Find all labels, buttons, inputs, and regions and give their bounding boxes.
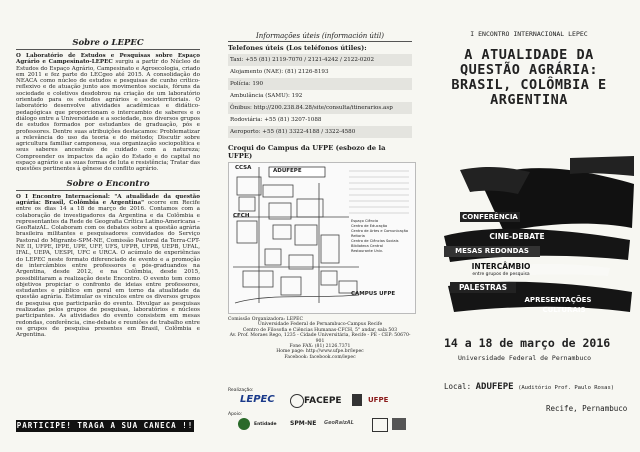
map-label-adufepe: ADUFEPE [273, 168, 302, 174]
entidade-logo: Entidade [254, 422, 277, 427]
map-legend-item: Reitoria [351, 234, 365, 238]
info-row-airport: Aeroporto: +55 (81) 3322-4188 / 3322-4580 [228, 126, 412, 138]
entidade-emblem [238, 418, 250, 430]
left-column [0, 0, 210, 452]
commission-line: Universidade Federal de Pernambuco-Campus Recife [257, 322, 383, 328]
commission-line: Fone FAX: (81) 2126.7371 [289, 344, 351, 350]
phones-subheading: Telefones úteis (Los teléfonos útiles): [228, 44, 367, 52]
spm-logo: SPM-NE [290, 420, 317, 427]
map-legend-item: Espaço Ciência [351, 219, 379, 223]
main-title-line: BRASIL, COLÔMBIA E [451, 77, 607, 93]
partner-logo-box [392, 418, 406, 430]
event-city: Recife, Pernambuco [546, 404, 628, 413]
commission-line: Facebook: facebook.com/lepec [284, 354, 356, 360]
activity-mesas: MESAS REDONDAS [444, 246, 540, 257]
map-legend-item: Biblioteca Central [351, 244, 383, 248]
map-title: Croqui do Campus da UFPE (esbozo de la UFPE) [228, 144, 386, 160]
ufpe-crest [352, 394, 362, 406]
location-label: Local: [444, 382, 472, 391]
commission-address [228, 322, 412, 360]
facepe-logo: FACEPE [304, 396, 342, 406]
activity-palestras: PALESTRAS [450, 282, 516, 293]
info-row-bus-station: Rodoviária: +55 (81) 3207-1088 [230, 117, 322, 123]
organizing-commission [228, 317, 412, 360]
main-title-line: ARGENTINA [490, 92, 568, 108]
event-paragraph [16, 194, 200, 339]
about-heading: Sobre o LEPEC [16, 38, 200, 50]
about-paragraph [16, 53, 200, 173]
about-lead: O Laboratório de Estudos e Pesquisas sobre Espaço Agrário e Campesinato-LEPEC [16, 53, 200, 66]
middle-column [218, 0, 416, 452]
info-row-lodging: Alojamento (NAE): (81) 2126-8193 [230, 69, 329, 75]
commission-label: Comissão Organizadora: LEPEC [228, 317, 304, 322]
activity-intercambio: INTERCÂMBIO [471, 262, 531, 271]
apoio-label: Apoio: [228, 412, 243, 417]
main-title-line: QUESTÃO AGRÁRIA: [459, 62, 599, 78]
partner-logo-box [372, 418, 388, 432]
about-text: surgiu a partir do Núcleo de Estudos do Espaço Agrário, Campesinato e Agroecologia, criado em 2011 e fez parte do LECgeo até 2015. A consolidação do NEACA como núcleo de estudos e pesquisas de cunho crítico-reflexivo e de atuação junto aos movimentos sociais, fóruns da sociedade e coletivos desdobrou na criação de um laboratório orientado para os estudos agrários e socioterritoriais. O laboratório desenvolve atividades acadêmicas e didático-pedagógicas que proporcionam o intercambio de saberes e o diálogo entre a Universidade e a sociedade, nos diversos grupos de estudos formados por estudantes de graduação, pós e professores. Dentre suas atribuições destacamos: Problematizar a relevância do uso da teoria e do método; Discutir sobre agricultura familiar camponesa, sua organização sociopolítica e seus saberes ancestrais de cuidado com a natureza; Compreender os impactos da ação do Estado e do capital no espaço agrário e as suas formas de luta e resistência; Tratar das questões pertinentes à gênese do conflito agrário. [16, 59, 200, 173]
realizacao-label: Realização: [228, 388, 254, 393]
event-text: ocorre em Recife entre os dias 14 a 18 de março de 2016. Contamos com a colaboração de investigadores da Argentina e da Colômbia e representantes da Rede de Geografia Crítica Latino-Americana – GeoRaizAL. Colaboram com os debates sobre a questão agrária brasileira militantes e pesquisadores convidados do Serviço Pastoral do Migrante-SPM-NE, Comissão Pastoral da Terra-CPT-NE II, UFPE, IFPE, UPE, UFF, UFS, UFPR, UFPB, UEPB, UFAL, IFAL, UEPA, UESPI, UFC e URCA. O acúmulo de experiências do LEPEC neste formato diferenciado de evento e a promoção de intercâmbios entre professores e pós-graduandos na Argentina, desde 2012, e na Colômbia, desde 2015, possibilitaram a realização deste Encontro. O evento tem como objetivos propiciar o confronto de ideias entre professores, estudantes e público em geral em torno da atualidade da questão agrária. Estimular os vínculos entre os diversos grupos de pesquisa que participarão do evento. Divulgar as pesquisas realizadas pelos grupos de pesquisas, laboratórios e núcleos participantes. As atividades do evento consistem em mesas redondas, conferência, cine-debate e reuniões de trabalho entre os grupos de pesquisa presentes em Brasil, Colômbia e Argentina. [16, 199, 200, 339]
lepec-logo: LEPEC [240, 394, 275, 405]
activity-apresentacoes: APRESENTAÇÕES [524, 296, 592, 304]
commission-line: Home page: http://www.ufpe.br/lepec [276, 349, 364, 355]
info-heading: Informações úteis (información útil) [228, 32, 412, 42]
map-label-ccsa: CCSA [235, 165, 252, 171]
map-label-campus: CAMPUS UFPE [351, 291, 396, 297]
participate-bar: PARTICIPE! TRAGA A SUA CANECA !! [16, 421, 194, 430]
facepe-emblem [290, 394, 304, 408]
event-label: I ENCONTRO INTERNACIONAL LEPEC [470, 30, 588, 38]
activity-culturais: CULTURAIS [542, 306, 586, 314]
event-lead: O I Encontro Internacional: "A atualidade da questão agrária: Brasil, Colômbia e Argentina" [16, 193, 200, 206]
ufpe-logo: UFPE [368, 396, 389, 404]
activity-conferencia: CONFERÊNCIA [460, 212, 520, 222]
location-place: ADUFEPE [475, 382, 514, 392]
activity-intercambio-sub: entre grupos de pesquisa [472, 272, 530, 277]
map-legend-item: Restaurante Univ. [351, 249, 383, 253]
campus-map [228, 162, 416, 314]
activity-cine: CINE-DEBATE [489, 232, 545, 241]
commission-line: Av. Prof. Moraes Rego, 1235 - Cidade Universitária, Recife - PE - CEP: 50670-901 [229, 333, 411, 344]
university-name: Universidade Federal de Pernambuco [458, 354, 592, 362]
info-row-bus: Ônibus: http://200.238.84.28/site/consulta/itinerarios.asp [228, 102, 412, 114]
info-row-taxi: Taxi: +55 (81) 2119-7070 / 2121-4242 / 2122-0202 [228, 54, 412, 66]
sponsor-logos [228, 388, 418, 448]
event-location [444, 382, 614, 392]
event-date: 14 a 18 de março de 2016 [444, 336, 611, 350]
location-detail: (Auditório Prof. Paulo Rosas) [518, 385, 615, 391]
map-label-cfch: CFCH [233, 213, 250, 219]
map-legend-item: Centro de Ciências Sociais [351, 239, 399, 243]
info-row-ambulance: Ambulância (SAMU): 192 [230, 93, 303, 99]
info-row-police: Polícia: 190 [228, 78, 412, 90]
commission-line: Centro de Filosofia e Ciências Humanas-CFCH, 5° andar, sala 503 [242, 327, 398, 333]
event-heading: Sobre o Encontro [16, 179, 200, 191]
map-legend-item: Centro de Artes e Comunicação [351, 229, 409, 233]
georaizal-logo: GeoRaizAL [324, 420, 354, 426]
map-legend-item: Centro de Educação [351, 224, 388, 228]
map-legend [351, 219, 408, 254]
main-title-line: A ATUALIDADE DA [464, 47, 594, 63]
